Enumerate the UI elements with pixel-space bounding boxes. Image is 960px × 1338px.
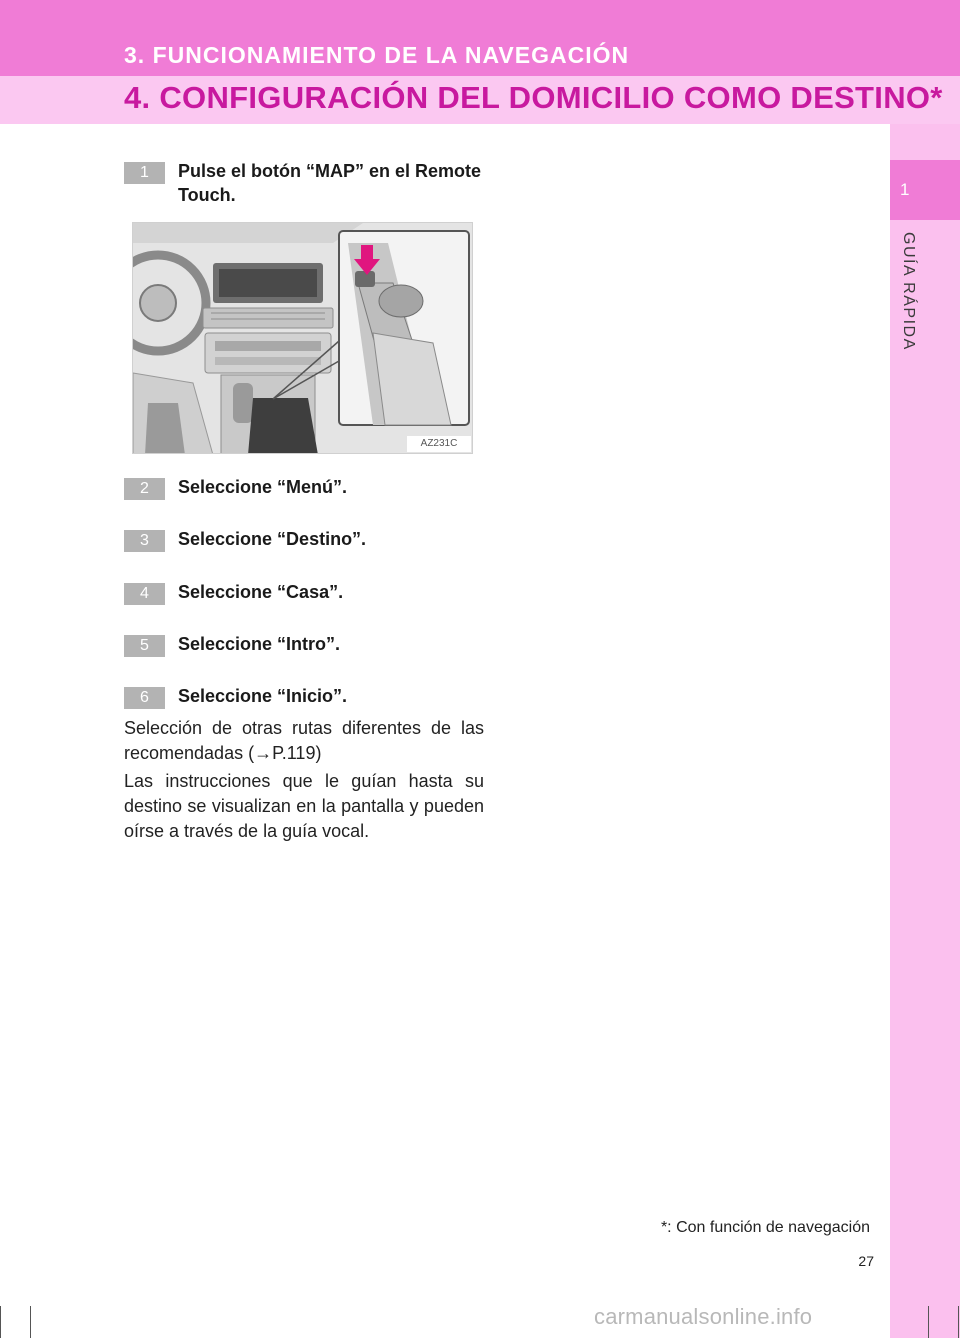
dashboard-drawing <box>133 223 473 454</box>
body-paragraph-routes: Selección de otras rutas diferentes de las recomendadas (→P.119) <box>124 718 484 763</box>
step-text: Seleccione “Inicio”. <box>178 686 348 706</box>
step-number-badge: 6 <box>124 687 165 709</box>
watermark: carmanualsonline.info <box>594 1304 813 1329</box>
step-number-badge: 5 <box>124 635 165 657</box>
page-title: 4. CONFIGURACIÓN DEL DOMICILIO COMO DESTINO* <box>124 80 943 115</box>
step-number-badge: 4 <box>124 583 165 605</box>
crop-mark <box>30 1306 31 1338</box>
step-text: Seleccione “Casa”. <box>178 582 344 602</box>
crop-mark <box>928 1306 929 1338</box>
figure-code: AZ231C <box>407 436 471 452</box>
crop-mark <box>0 1306 1 1338</box>
footnote: *: Con función de navegación <box>660 1219 870 1236</box>
chapter-label: GUÍA RÁPIDA <box>900 232 917 351</box>
step-text: Pulse el botón “MAP” en el Remote Touch. <box>178 161 482 205</box>
chapter-number: 1 <box>900 180 910 199</box>
section-title: 3. FUNCIONAMIENTO DE LA NAVEGACIÓN <box>124 42 630 68</box>
page-number: 27 <box>858 1253 874 1269</box>
step-number-badge: 2 <box>124 478 165 500</box>
step-number-badge: 1 <box>124 162 165 184</box>
crop-mark <box>958 1306 959 1338</box>
step-number-badge: 3 <box>124 530 165 552</box>
step-text: Seleccione “Menú”. <box>178 477 348 497</box>
step-text: Seleccione “Intro”. <box>178 634 341 654</box>
step-text: Seleccione “Destino”. <box>178 529 367 549</box>
dashboard-illustration <box>132 222 473 454</box>
body-paragraph-guidance: Las instrucciones que le guían hasta su destino se visualizan en la pantalla y pueden oírse a través de la guía vocal. <box>124 771 484 841</box>
